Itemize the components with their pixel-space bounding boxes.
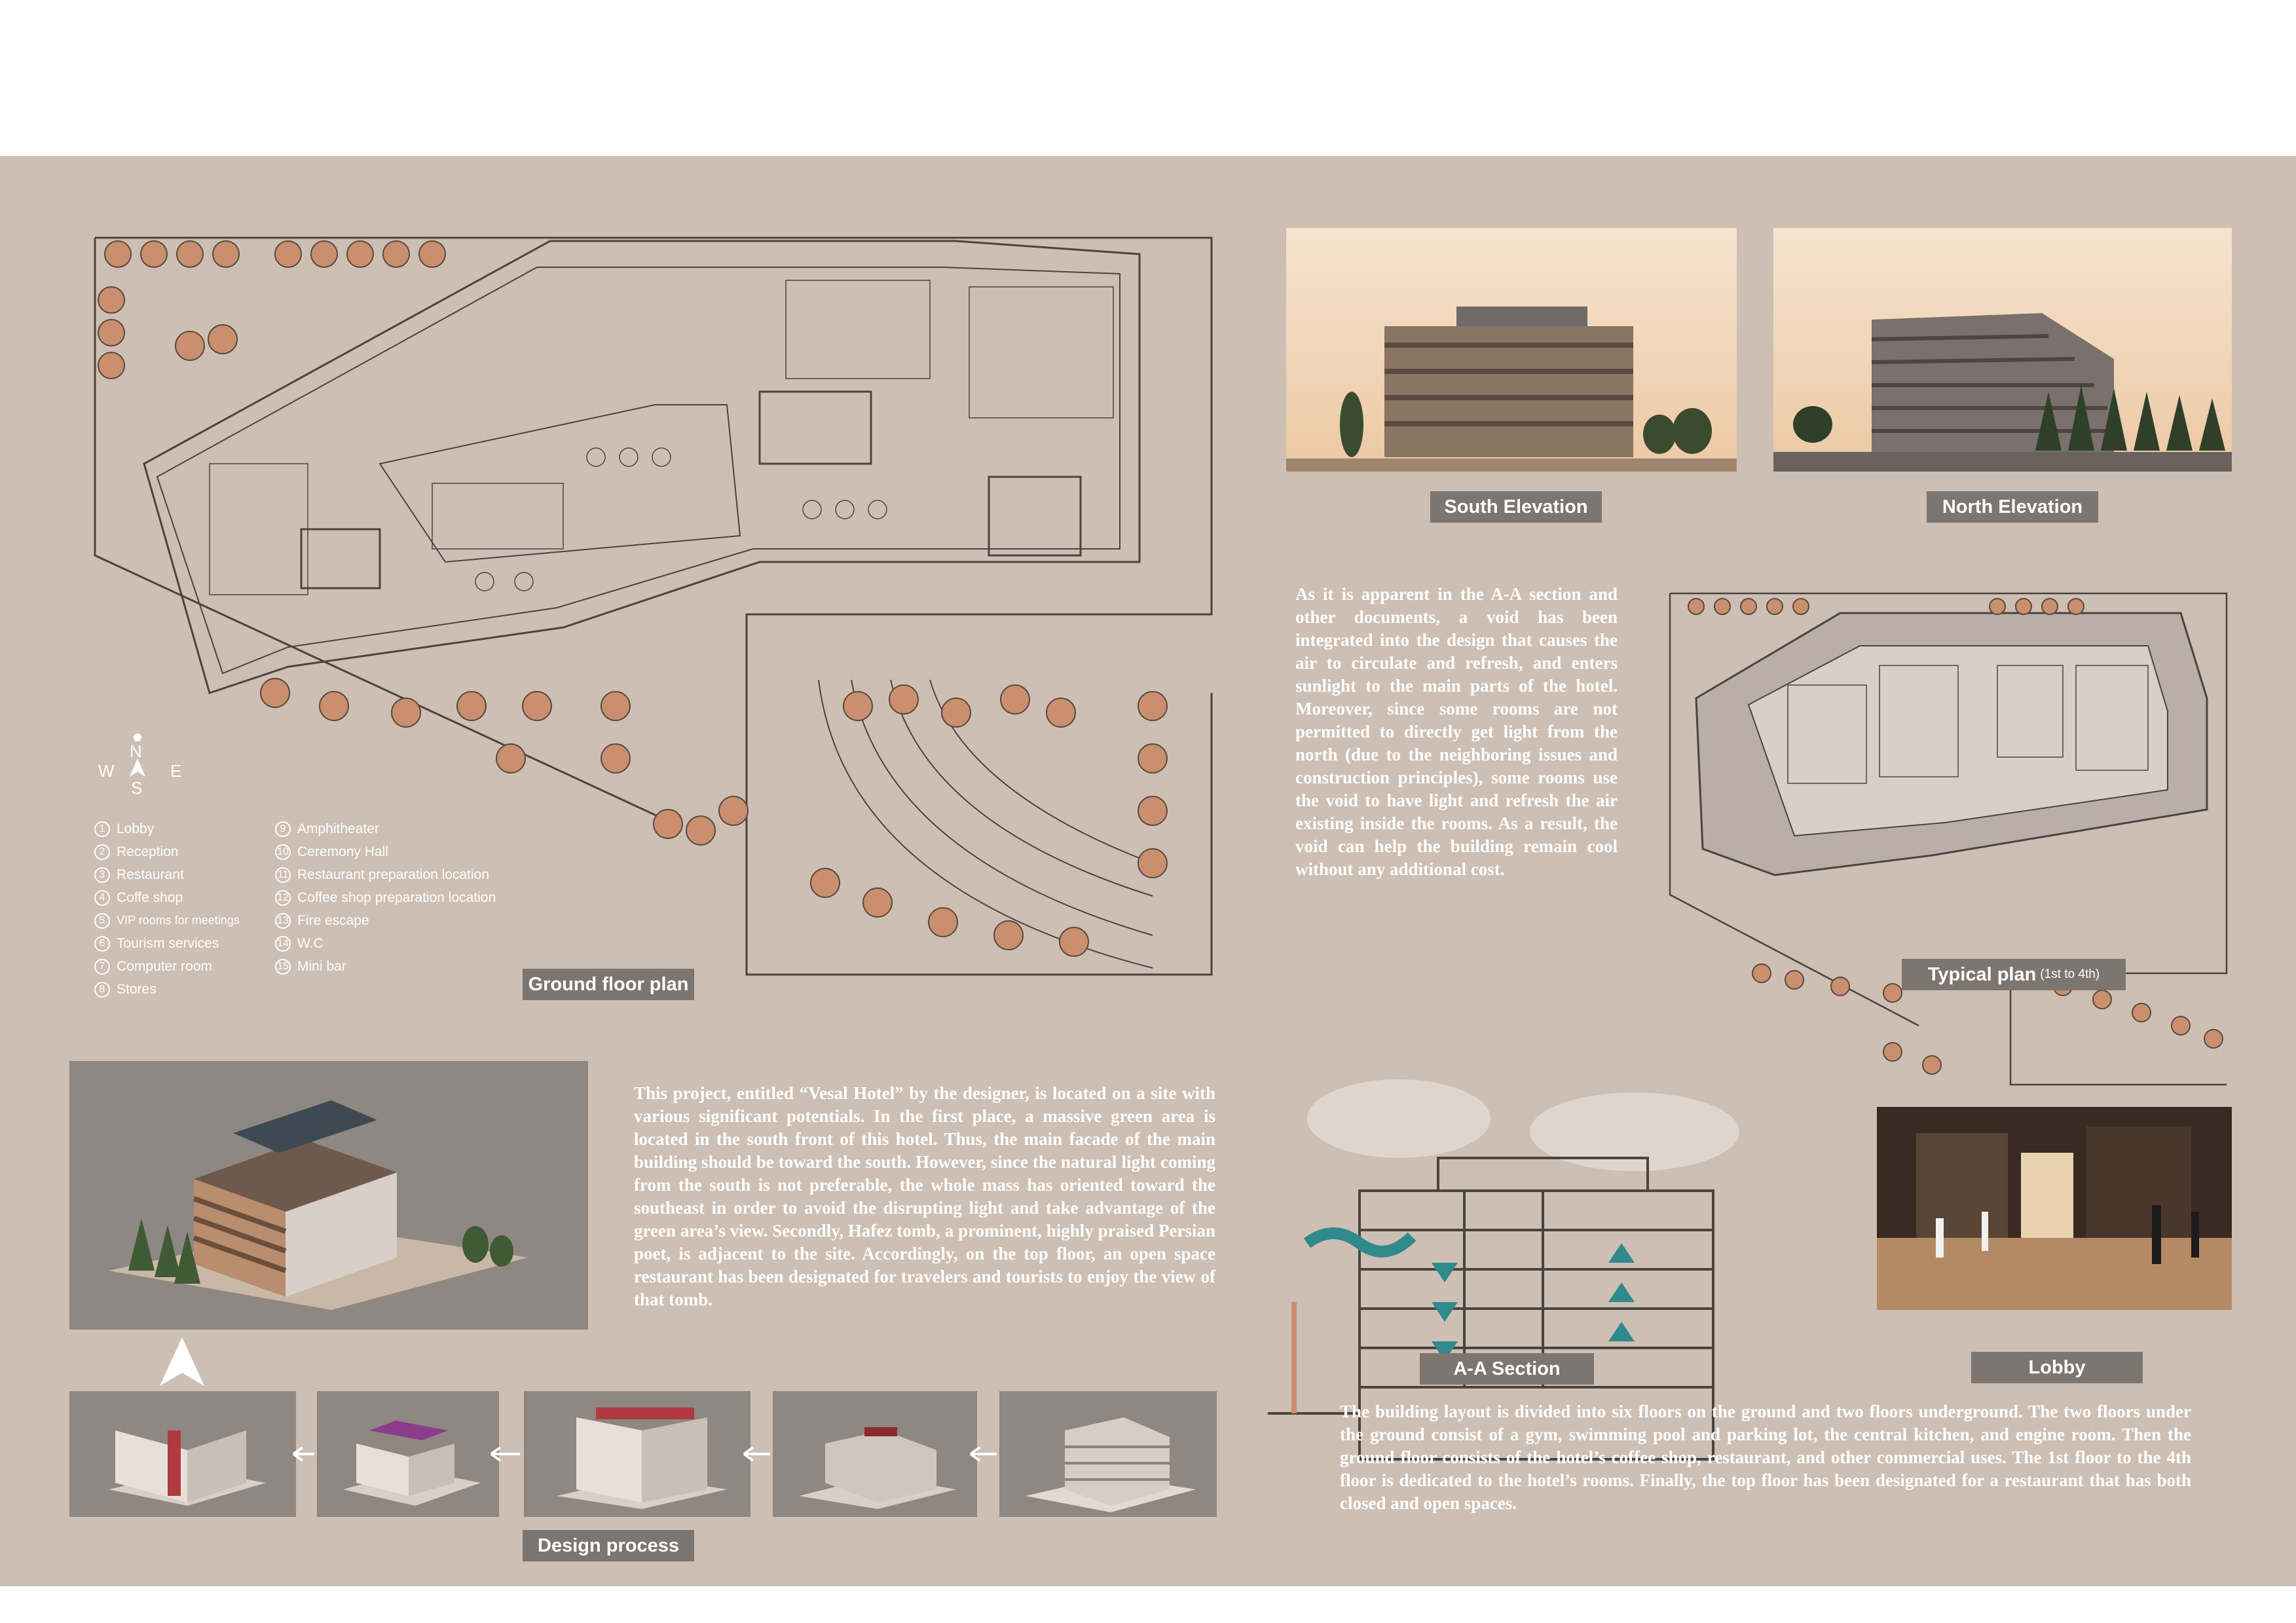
ground-floor-plan-label: Ground floor plan bbox=[523, 969, 694, 1000]
legend-text: Stores bbox=[117, 981, 157, 997]
legend-number: 1 bbox=[94, 821, 110, 837]
legend-item bbox=[275, 840, 496, 863]
typical-plan-drawing bbox=[1644, 567, 2233, 1104]
north-elevation-render bbox=[1773, 228, 2232, 472]
arrow-left-icon bbox=[969, 1446, 998, 1462]
void-description: As it is apparent in the A-A section and other documents, a void has been integrated into the design that causes the air to circulate and refresh, and enters sunlight to the main parts of the hotel. Moreover, since some rooms are not permitted to directly get light from the north (due to the neighboring issues and construction principles), some rooms use the void to have light and refresh the air existing inside the rooms. As a result, the void can help the building remain cool without any additional cost. bbox=[1295, 584, 1618, 879]
layout-description: The building layout is divided into six floors on the ground and two floors underground. The two floors under the ground consist of a gym, swimming pool and parking lot, the central kitchen, and engine room. Then the ground floor consists of the hotel’s coffee shop, restaurant, and other commercial uses. The 1st floor to the 4th floor is dedicated to the hotel’s rooms. Finally, the top floor has been designated for a restaurant that has both closed and open spaces. bbox=[1340, 1402, 2191, 1513]
legend-text: Tourism services bbox=[117, 935, 219, 951]
legend-item bbox=[94, 817, 240, 840]
legend-text: Coffe shop bbox=[117, 889, 183, 905]
legend-text: Coffee shop preparation location bbox=[297, 889, 496, 905]
legend-number: 12 bbox=[275, 890, 291, 906]
arrow-left-icon bbox=[490, 1446, 521, 1462]
lobby-render bbox=[1877, 1107, 2232, 1310]
legend-item bbox=[94, 840, 240, 863]
legend-text: Mini bar bbox=[297, 958, 346, 974]
legend-number: 15 bbox=[275, 959, 291, 975]
design-process-step-5 bbox=[999, 1391, 1217, 1517]
presentation-board bbox=[0, 156, 2296, 1586]
project-description: This project, entitled “Vesal Hotel” by the designer, is located on a site with various significant potentials. In the first place, a massive green area is located in the south front of this hotel. Thus, the main facade of the main building should be toward the south. However, since the natural light coming from the south is not preferable, the whole mass has oriented toward the southeast in order to avoid the disrupting light and take advantage of the green area’s view. Secondly, Hafez tomb, a prominent, highly praised Persian poet, is adjacent to the site. Accordingly, on the top floor, an open space restaurant has been designated for travelers and tourists to enjoy the view of that tomb. bbox=[634, 1083, 1215, 1309]
design-process-label: Design process bbox=[523, 1530, 694, 1561]
north-arrow-icon bbox=[157, 1335, 207, 1389]
design-process-step-3 bbox=[524, 1391, 750, 1517]
north-elevation-label: North Elevation bbox=[1927, 491, 2098, 523]
legend-item bbox=[275, 886, 496, 909]
compass-n: N bbox=[130, 741, 142, 761]
legend-number: 14 bbox=[275, 936, 291, 952]
legend-item bbox=[94, 978, 240, 1001]
legend-number: 5 bbox=[94, 913, 110, 929]
legend-number: 7 bbox=[94, 959, 110, 975]
hotel-3d-render bbox=[69, 1061, 588, 1330]
compass-w: W bbox=[98, 761, 115, 781]
design-process-step-4 bbox=[773, 1391, 977, 1517]
design-process-step-1 bbox=[69, 1391, 296, 1517]
compass-e: E bbox=[170, 761, 182, 781]
legend-item bbox=[275, 909, 496, 932]
legend-number: 11 bbox=[275, 867, 291, 883]
north-arrow-icon bbox=[124, 732, 151, 791]
legend-item bbox=[275, 817, 496, 840]
typical-plan-note: (1st to 4th) bbox=[2040, 967, 2100, 981]
legend-text: Ceremony Hall bbox=[297, 844, 388, 859]
legend-item bbox=[94, 932, 240, 955]
legend-text: W.C bbox=[297, 935, 324, 951]
design-process-step-2 bbox=[317, 1391, 499, 1517]
aa-section-label: A-A Section bbox=[1420, 1353, 1594, 1385]
legend-item bbox=[275, 955, 496, 978]
legend-text: Reception bbox=[117, 844, 179, 859]
legend-number: 13 bbox=[275, 913, 291, 929]
compass-s: S bbox=[131, 778, 143, 798]
legend-number: 2 bbox=[94, 844, 110, 860]
legend-text: Lobby bbox=[117, 821, 155, 836]
arrow-left-icon bbox=[292, 1446, 316, 1462]
legend-text: Fire escape bbox=[297, 912, 369, 928]
south-elevation-label: South Elevation bbox=[1430, 491, 1602, 523]
legend-number: 9 bbox=[275, 821, 291, 837]
typical-plan-label bbox=[1902, 959, 2126, 990]
legend-text: VIP rooms for meetings bbox=[117, 914, 240, 927]
legend-item bbox=[275, 932, 496, 955]
legend-rooms-a bbox=[94, 817, 240, 1001]
legend-text: Amphitheater bbox=[297, 821, 379, 836]
compass-rose bbox=[98, 732, 182, 804]
lobby-label: Lobby bbox=[1971, 1352, 2143, 1383]
legend-number: 4 bbox=[94, 890, 110, 906]
legend-number: 10 bbox=[275, 844, 291, 860]
legend-number: 6 bbox=[94, 936, 110, 952]
legend-item bbox=[94, 886, 240, 909]
legend-item bbox=[275, 863, 496, 886]
legend-text: Computer room bbox=[117, 958, 212, 974]
legend-rooms-b bbox=[275, 817, 496, 978]
south-elevation-render bbox=[1286, 228, 1737, 472]
legend-number: 3 bbox=[94, 867, 110, 883]
legend-text: Restaurant preparation location bbox=[297, 867, 490, 882]
legend-number: 8 bbox=[94, 982, 110, 998]
legend-item bbox=[94, 909, 240, 932]
legend-item bbox=[94, 863, 240, 886]
arrow-left-icon bbox=[743, 1446, 771, 1462]
legend-text: Restaurant bbox=[117, 867, 184, 882]
typical-plan-title: Typical plan bbox=[1927, 963, 2037, 985]
legend-item bbox=[94, 955, 240, 978]
